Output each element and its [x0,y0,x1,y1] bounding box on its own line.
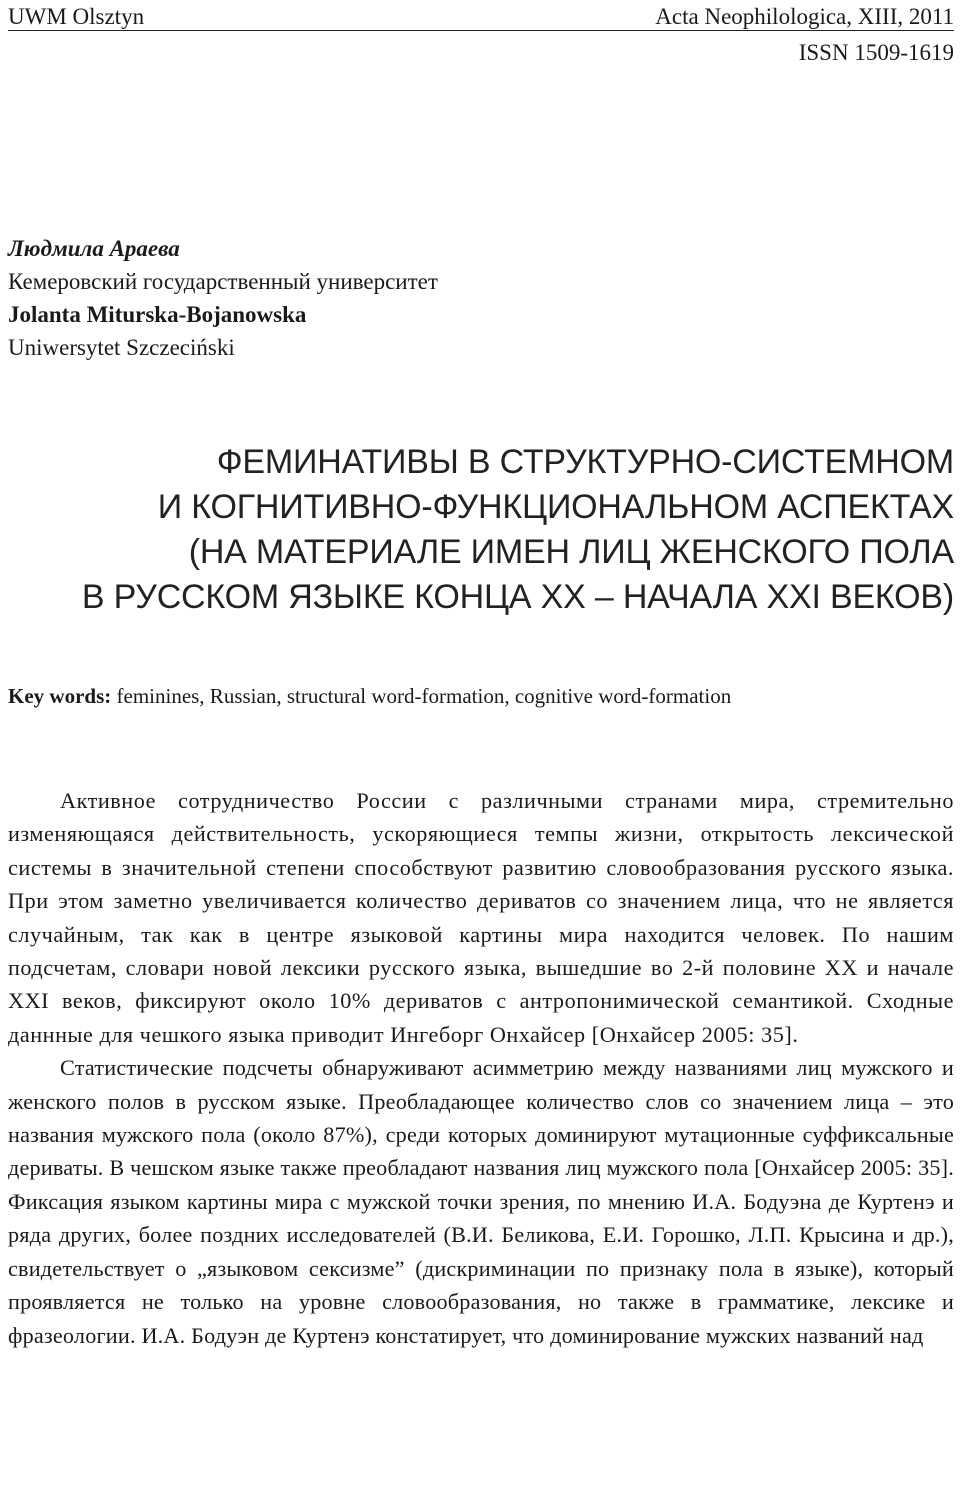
header-institution: UWM Olsztyn [8,4,145,29]
title-line: И КОГНИТИВНО-ФУНКЦИОНАЛЬНОМ АСПЕКТАХ [157,488,954,526]
paragraph: Статистические подсчеты обнаруживают асимметрию между названиями лиц мужского и женского полов в русском языке. Преобладающее количество слов со значением лица – это названия мужского пола (около 87%), среди которых доминируют мутационные суффиксальные дериваты. В чешском языке также преобладают названия лиц мужского пола [Онхайсер 2005: 35]. Фиксация языком картины мира с мужской точки зрения, по мнению И.А. Бодуэна де Куртенэ и ряда других, более поздних исследователей (В.И. Беликова, Е.И. Горошко, Л.П. Крысина и др.), свидетельствует о „языковом сексизме” (дискриминации по признаку пола в языке), который проявляется не только на уровне словообразования, но также в грамматике, лексике и фразеологии. И.А. Бодуэн де Куртенэ констатирует, что доминирование мужских названий над [8,1055,954,1348]
title-line: В РУССКОМ ЯЗЫКЕ КОНЦА XX – НАЧАЛА XXI ВЕКОВ) [81,578,954,616]
keywords [8,684,731,709]
author-affiliation: Uniwersytet Szczeciński [8,335,235,360]
title-line: ФЕМИНАТИВЫ В СТРУКТУРНО-СИСТЕМНОМ [216,443,954,481]
author-name: Людмила Араева [8,236,180,261]
author-name: Jolanta Miturska-Bojanowska [8,302,307,327]
keywords-label: Key words: [8,684,112,708]
title-line: (НА МАТЕРИАЛЕ ИМЕН ЛИЦ ЖЕНСКОГО ПОЛА [188,533,954,571]
keywords-text: feminines, Russian, structural word-formation, cognitive word-formation [116,684,732,708]
article-title [6,440,954,620]
running-header [8,0,954,31]
author-affiliation: Кемеровский государственный университет [8,269,438,294]
paragraph: Активное сотрудничество России с различными странами мира, стремительно изменяющаяся действительность, ускоряющиеся темпы жизни, открытость лексической системы в значительной степени способствуют развитию словообразования русского языка. При этом заметно увеличивается количество дериватов со значением лица, что не является случайным, так как в центре языковой картины мира находится человек. По нашим подсчетам, словари новой лексики русского языка, вышедшие во 2-й половине XX и начале XXI веков, фиксируют около 10% дериватов с антропонимической семантикой. Сходные даннные для чешкого языка приводит Ингеборг Онхайсер [Онхайсер 2005: 35]. [8,788,954,1047]
article-body [8,784,954,1352]
issn: ISSN 1509-1619 [798,40,954,65]
header-journal: Acta Neophilologica, XIII, 2011 [655,4,954,29]
author-block [8,232,438,364]
